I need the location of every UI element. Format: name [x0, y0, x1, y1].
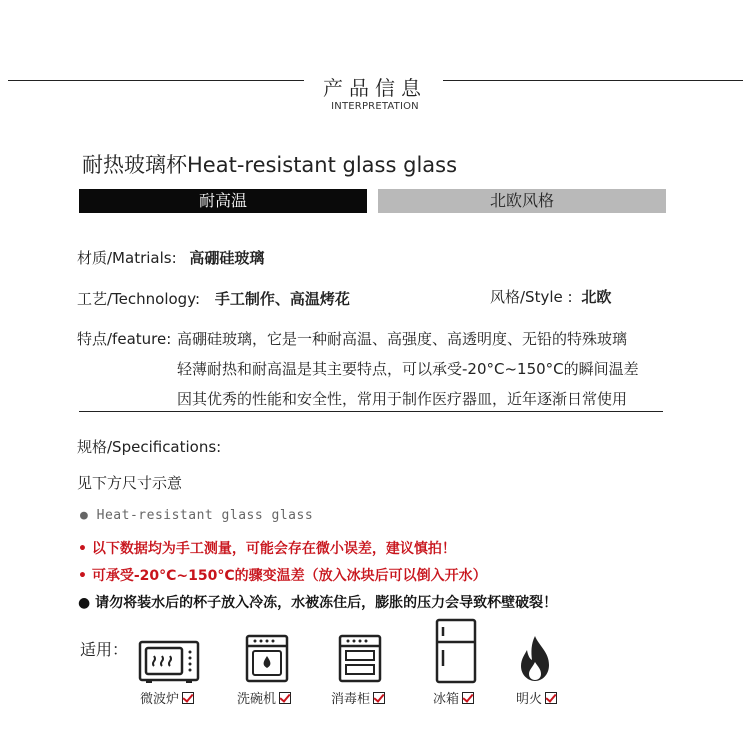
note-product-name: ● Heat-resistant glass glass [80, 508, 314, 523]
specifications-value: 见下方尺寸示意 [77, 474, 183, 492]
check-icon [545, 692, 557, 704]
check-icon [279, 692, 291, 704]
product-title: 耐热玻璃杯Heat-resistant glass glass [82, 153, 458, 177]
open-flame-label: 明火 [516, 688, 557, 707]
check-icon [462, 692, 474, 704]
refrigerator-label: 冰箱 [433, 688, 474, 707]
feature-line-1: 高硼硅玻璃，它是一种耐高温、高强度、高透明度、无铅的特殊玻璃 [177, 330, 628, 348]
tag-nordic-style: 北欧风格 [378, 189, 666, 213]
section-subtitle: INTERPRETATION [331, 101, 419, 112]
material-row [77, 247, 264, 268]
microwave-label: 微波炉 [140, 688, 194, 707]
material-value: 高硼硅玻璃 [189, 249, 265, 267]
suitable-label: 适用： [80, 640, 129, 659]
style-row [490, 286, 611, 307]
tag-heat-resistant: 耐高温 [79, 189, 367, 213]
style-label: 风格/Style : [490, 288, 573, 306]
note-temperature-range: • 可承受-20°C~150°C的骤变温差（放入冰块后可以倒入开水） [78, 568, 487, 584]
section-title: 产品信息 [323, 76, 427, 100]
sterilizer-label: 消毒柜 [331, 688, 385, 707]
check-icon [373, 692, 385, 704]
material-label: 材质/Matrials: [77, 249, 177, 267]
check-icon [182, 692, 194, 704]
technology-label: 工艺/Technology: [77, 290, 201, 308]
dishwasher-label: 洗碗机 [237, 688, 291, 707]
note-freeze-warning: ● 请勿将装水后的杯子放入冷冻，水被冻住后，膨胀的压力会导致杯壁破裂！ [78, 595, 558, 611]
microwave-icon [138, 640, 200, 684]
feature-underline [79, 411, 663, 412]
feature-line-3: 因其优秀的性能和安全性，常用于制作医疗器皿，近年逐渐日常使用 [177, 390, 628, 408]
style-value: 北欧 [581, 288, 612, 306]
technology-value: 手工制作、高温烤花 [214, 290, 350, 308]
open-flame-icon [517, 634, 553, 682]
feature-line-2: 轻薄耐热和耐高温是其主要特点，可以承受-20°C~150°C的瞬间温差 [177, 360, 639, 378]
note-manual-measurement: • 以下数据均为手工测量，可能会存在微小误差，建议慎拍！ [78, 541, 456, 557]
technology-row [77, 288, 350, 309]
specifications-label: 规格/Specifications: [77, 438, 222, 456]
feature-label: 特点/feature: [77, 330, 172, 348]
refrigerator-icon [435, 618, 477, 684]
dishwasher-icon [245, 634, 289, 684]
sterilizer-cabinet-icon [338, 634, 382, 684]
